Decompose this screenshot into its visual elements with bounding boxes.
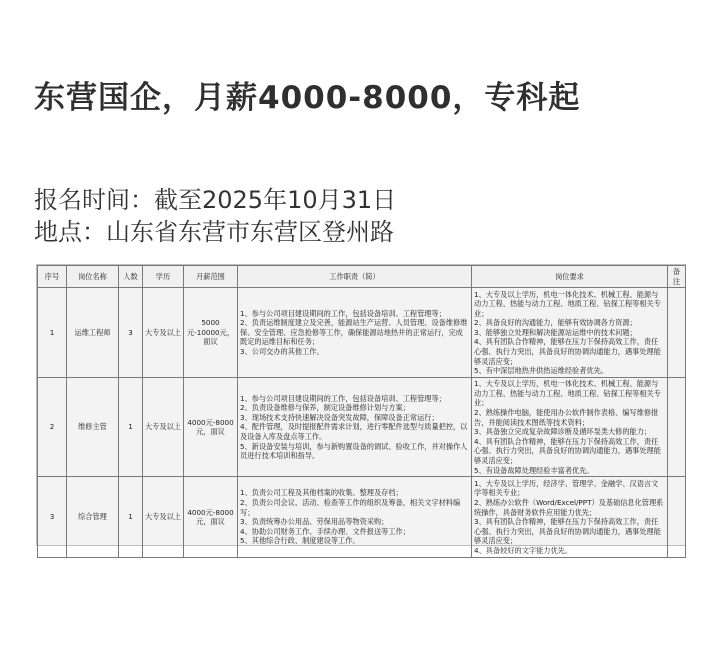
duty-item: 2、负责公司会议、活动、检查等工作的组织及筹备，相关文字材料编写； xyxy=(240,497,461,517)
row-salary: 5000元-10000元，面议 xyxy=(184,288,238,378)
row-count: 1 xyxy=(119,477,143,558)
header-no: 序号 xyxy=(38,266,67,288)
work-location: 地点：山东省东营市东营区登州路 xyxy=(34,218,394,246)
requirement-item: 3、具有团队合作精神，能够在压力下保持高效工作，责任心强、执行力突出，具备良好的协调沟通能力，遇事处理能够灵活应变； xyxy=(474,517,661,546)
row-no: 3 xyxy=(38,477,67,558)
requirement-item: 4、具有团队合作精神，能够在压力下保持高效工作，责任心强、执行力突出，具备良好的协调沟通能力，遇事处理能够灵活应变； xyxy=(474,436,661,465)
requirement-item: 5、有设备故障处理经验丰富者优先。 xyxy=(474,465,594,475)
duty-item: 1、负责公司工程及其他档案的收集、整理及存档； xyxy=(240,488,403,498)
row-education: 大专及以上 xyxy=(143,378,184,477)
duty-item: 1、参与公司项目建设期间的工作，包括设备培训、工程管理等； xyxy=(240,308,446,318)
header-salary: 月薪范围 xyxy=(184,266,238,288)
table-row xyxy=(38,378,686,477)
requirement-item: 4、具备较好的文字能力优先。 xyxy=(474,545,573,555)
requirement-item: 4、具有团队合作精神，能够在压力下保持高效工作，责任心强、执行力突出，具备良好的协调沟通能力，遇事处理能够灵活应变； xyxy=(474,337,661,366)
job-table-image xyxy=(36,264,686,555)
row-requirements xyxy=(472,477,668,558)
duty-item: 2、负责运维制度建立及完善，能源站生产运营、人员管理、设备维修维保、安全管理、应急抢修等工作，确保能源站地热井的正常运行，完成既定的运维目标和任务； xyxy=(240,318,468,347)
header-count: 人数 xyxy=(119,266,143,288)
row-note xyxy=(668,477,686,558)
header-note: 备注 xyxy=(668,266,686,288)
requirement-item: 3、具备独立完成复杂故障诊断及循环泵类大修的能力； xyxy=(474,427,652,437)
header-position: 岗位名称 xyxy=(67,266,119,288)
job-table xyxy=(37,265,686,558)
row-duties xyxy=(238,378,472,477)
table-row xyxy=(38,288,686,378)
row-education: 大专及以上 xyxy=(143,288,184,378)
requirement-item: 1、大专及以上学历，机电一体化技术、机械工程、能源与动力工程、热能与动力工程、地质工程、钻探工程等相关专业； xyxy=(474,289,661,318)
header-requirements: 岗位要求 xyxy=(472,266,668,288)
row-position: 维修主管 xyxy=(67,378,119,477)
row-education: 大专及以上 xyxy=(143,477,184,558)
row-note xyxy=(668,378,686,477)
duty-item: 1、参与公司项目建设期间的工作，包括设备培训、工程管理等； xyxy=(240,393,446,403)
requirement-item: 2、具备良好的沟通能力，能够有效协调各方资源； xyxy=(474,318,637,328)
duty-item: 3、负责统筹办公用品、劳保用品等物资采购； xyxy=(240,517,389,527)
requirement-item: 3、能够独立处理和解决能源站运维中的技术问题； xyxy=(474,327,637,337)
row-count: 1 xyxy=(119,378,143,477)
requirement-item: 2、熟练办公软件（Word/Excel/PPT）及基础信息化管理系统操作，具备财务软件应用能力优先； xyxy=(474,497,664,517)
row-salary: 4000元-8000元，面议 xyxy=(184,378,238,477)
duty-item: 2、负责设备维修与保养，制定设备维修计划与方案； xyxy=(240,403,410,413)
duty-item: 3、现场技术支持快速解决设备突发故障，保障设备正常运行； xyxy=(240,412,439,422)
table-header-row xyxy=(38,266,686,288)
row-duties xyxy=(238,288,472,378)
requirement-item: 1、大专及以上学历，经济学、管理学、金融学、汉语言文学等相关专业； xyxy=(474,478,659,498)
row-note xyxy=(668,288,686,378)
headline: 东营国企，月薪4000-8000，专科起 xyxy=(34,80,581,116)
header-education: 学历 xyxy=(143,266,184,288)
duty-item: 5、新设备安装与培训，参与新购置设备的调试、验收工作，并对操作人员进行技术培训和指导。 xyxy=(240,441,468,461)
requirement-item: 1、大专及以上学历，机电一体化技术、机械工程、能源与动力工程、热能与动力工程、地质工程、钻探工程等相关专业； xyxy=(474,379,661,408)
row-no: 2 xyxy=(38,378,67,477)
row-requirements xyxy=(472,288,668,378)
duty-item: 4、配件管理，及时提报配件需求计划，进行零配件选型与质量把控，以及设备入库及盘点等工作。 xyxy=(240,422,468,441)
row-duties xyxy=(238,477,472,558)
row-no: 1 xyxy=(38,288,67,378)
duty-item: 5、其他综合行政、制度建设等工作。 xyxy=(240,536,360,546)
header-duties: 工作职责（简） xyxy=(238,266,472,288)
requirement-item: 2、熟练操作电脑，能使用办公软件制作表格、编写维修报告，并能阅读技术图纸等技术资料； xyxy=(474,407,659,427)
registration-deadline: 报名时间：截至2025年10月31日 xyxy=(34,186,397,214)
row-count: 3 xyxy=(119,288,143,378)
row-position: 综合管理 xyxy=(67,477,119,558)
row-salary: 4000元-8000元，面议 xyxy=(184,477,238,558)
duty-item: 4、协助公司财务工作、手续办理、文件报送等工作； xyxy=(240,526,410,536)
requirement-item: 5、有中深层地热井供热运维经验者优先。 xyxy=(474,366,608,376)
duty-item: 3、公司交办的其他工作。 xyxy=(240,347,324,357)
row-position: 运维工程师 xyxy=(67,288,119,378)
row-requirements xyxy=(472,378,668,477)
table-row xyxy=(38,477,686,558)
